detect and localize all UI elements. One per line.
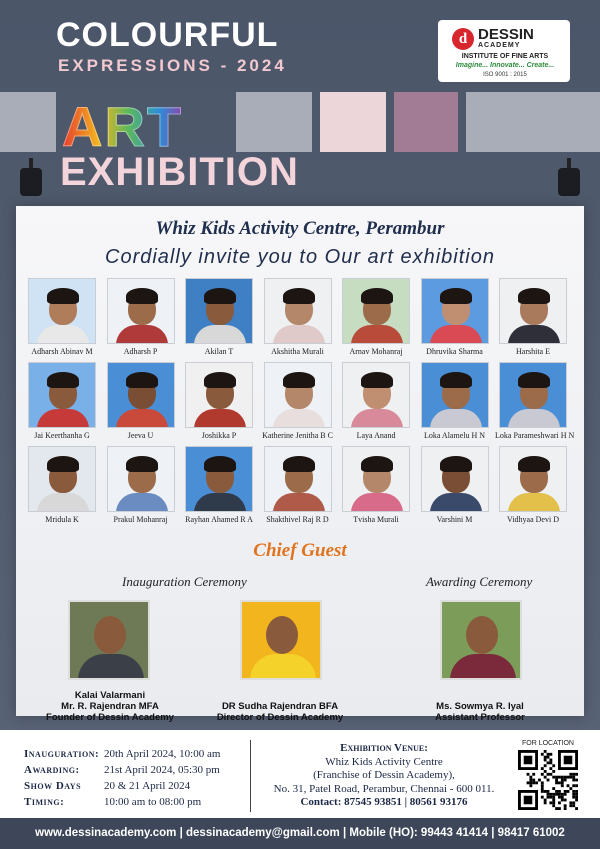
student-card xyxy=(28,362,98,440)
schedule-value: 10:00 am to 08:00 pm xyxy=(104,796,202,808)
student-name: Jeeva U xyxy=(127,431,154,440)
student-photo xyxy=(421,446,489,512)
guest-role-line: Founder of Dessin Academy xyxy=(46,712,174,723)
info-divider xyxy=(250,740,251,812)
awarding-label: Awarding Ceremony xyxy=(426,574,533,589)
band-block xyxy=(0,92,56,152)
student-card xyxy=(421,446,491,524)
student-card xyxy=(342,278,412,356)
band-block xyxy=(236,92,312,152)
student-photo xyxy=(28,278,96,344)
guest-name-line: Mr. R. Rajendran MFA xyxy=(61,701,159,712)
schedule-row xyxy=(24,764,220,776)
student-card xyxy=(28,278,98,356)
student-card xyxy=(264,446,334,524)
student-name: Varshini M xyxy=(436,515,473,524)
student-photo xyxy=(421,362,489,428)
student-card xyxy=(185,446,255,524)
student-name: Prakul Mohanraj xyxy=(113,515,168,524)
guest-name-line: Ms. Sowmya R. Iyal xyxy=(436,701,524,712)
student-photo xyxy=(264,362,332,428)
student-photo xyxy=(107,362,175,428)
venue-title: Exhibition Venue: xyxy=(340,742,428,754)
student-name: Shakthivel Raj R D xyxy=(266,515,329,524)
logo-mark-icon: d xyxy=(452,28,474,50)
student-name: Adharsh Abinav M xyxy=(31,347,93,356)
student-card xyxy=(264,278,334,356)
student-photo xyxy=(28,362,96,428)
student-card xyxy=(499,278,569,356)
venue-block xyxy=(262,742,506,810)
venue-address: No. 31, Patel Road, Perambur, Chennai - 600 011. xyxy=(273,782,495,795)
student-card xyxy=(107,446,177,524)
student-card xyxy=(185,278,255,356)
student-photo xyxy=(185,362,253,428)
schedule-value: 21st April 2024, 05:30 pm xyxy=(104,764,220,776)
student-card xyxy=(185,362,255,440)
qr-code-icon[interactable] xyxy=(518,750,578,810)
student-photo xyxy=(107,446,175,512)
guest-name-block xyxy=(190,701,370,723)
student-name: Loka Parameshwari H N xyxy=(495,431,575,440)
student-photo xyxy=(28,446,96,512)
student-card xyxy=(421,362,491,440)
student-card xyxy=(499,446,569,524)
venue-line: (Franchise of Dessin Academy), xyxy=(313,769,455,781)
invite-line: Cordially invite you to Our art exhibition xyxy=(105,246,495,268)
student-card xyxy=(107,362,177,440)
student-name: Arnav Mohanraj xyxy=(349,347,403,356)
student-name: Tvisha Murali xyxy=(353,515,399,524)
exhibition-word: EXHIBITION xyxy=(60,150,299,194)
dessin-logo xyxy=(438,20,570,82)
student-photo xyxy=(185,278,253,344)
band-block xyxy=(394,92,458,152)
student-name: Adharsh P xyxy=(123,347,158,356)
schedule-label: Inauguration: xyxy=(24,748,100,760)
student-name: Katherine Jenitha B C xyxy=(262,431,333,440)
student-name: Mridula K xyxy=(45,515,79,524)
schedule-value: 20th April 2024, 10:00 am xyxy=(104,748,221,760)
student-name: Harshita E xyxy=(516,347,550,356)
inauguration-label: Inauguration Ceremony xyxy=(122,574,247,589)
student-card xyxy=(421,278,491,356)
student-photo xyxy=(499,362,567,428)
student-card xyxy=(264,362,334,440)
logo-academy: ACADEMY xyxy=(478,42,521,49)
guest-photo xyxy=(440,600,522,680)
student-photo xyxy=(264,278,332,344)
student-name: Loka Alamelu H N xyxy=(423,431,486,440)
band-block xyxy=(466,92,600,152)
logo-iso: ISO 9001 : 2015 xyxy=(483,72,527,78)
band-block xyxy=(320,92,386,152)
guest-photo xyxy=(68,600,150,680)
guest-name-line: Kalai Valarmani xyxy=(74,690,146,701)
student-card xyxy=(342,362,412,440)
venue-contact: Contact: 87545 93851 | 80561 93176 xyxy=(300,796,468,808)
guest-role-line: Assistant Professor xyxy=(435,712,525,723)
schedule-row xyxy=(24,796,201,808)
location-label: FOR LOCATION xyxy=(522,740,574,747)
guest-name-block xyxy=(390,701,570,723)
student-name: Akshitha Murali xyxy=(271,347,324,356)
student-photo xyxy=(342,278,410,344)
guest-photo xyxy=(240,600,322,680)
student-photo xyxy=(185,446,253,512)
student-photo xyxy=(421,278,489,344)
student-name: Dhruvika Sharma xyxy=(426,347,483,356)
student-photo xyxy=(342,362,410,428)
student-card xyxy=(107,278,177,356)
schedule-label: Timing: xyxy=(24,796,65,808)
student-card xyxy=(28,446,98,524)
guest-role-line: Director of Dessin Academy xyxy=(216,712,344,723)
logo-institute: INSTITUTE OF FINE ARTS xyxy=(461,53,549,60)
student-photo xyxy=(499,278,567,344)
student-name: Jai Keerthanha G xyxy=(34,431,90,440)
logo-tagline: Imagine... Innovate... Create... xyxy=(455,62,555,69)
title-colourful: COLOURFUL xyxy=(56,16,279,54)
logo-name: DESSIN xyxy=(478,26,534,43)
student-name: Joshikka P xyxy=(201,431,237,440)
spotlight-icon xyxy=(16,158,46,202)
schedule-value: 20 & 21 April 2024 xyxy=(104,780,191,792)
venue-line: Whiz Kids Activity Centre xyxy=(325,755,443,768)
art-word: ART xyxy=(62,95,184,158)
student-name: Vidhyaa Devi D xyxy=(507,515,559,524)
student-name: Akilan T xyxy=(204,347,234,356)
schedule-label: Awarding: xyxy=(24,764,80,776)
schedule-row xyxy=(24,748,220,760)
spotlight-icon xyxy=(554,158,584,202)
student-photo xyxy=(107,278,175,344)
student-photo xyxy=(264,446,332,512)
student-name: Rayhan Ahamed R A xyxy=(185,515,253,524)
venue-heading: Whiz Kids Activity Centre, Perambur xyxy=(155,218,445,239)
title-expressions: EXPRESSIONS - 2024 xyxy=(58,56,287,75)
schedule-row xyxy=(24,780,190,792)
student-photo xyxy=(342,446,410,512)
guest-name-block xyxy=(20,690,200,723)
chief-guest-title: Chief Guest xyxy=(253,540,347,561)
student-card xyxy=(495,362,575,440)
footer-contact: www.dessinacademy.com | dessinacademy@gmail.com | Mobile (HO): 99443 41414 | 98417 61002 xyxy=(0,818,600,849)
schedule-label: Show Days xyxy=(24,780,82,792)
guest-name-line: DR Sudha Rajendran BFA xyxy=(221,701,339,712)
student-name: Laya Anand xyxy=(356,431,396,440)
student-photo xyxy=(499,446,567,512)
student-card xyxy=(342,446,412,524)
